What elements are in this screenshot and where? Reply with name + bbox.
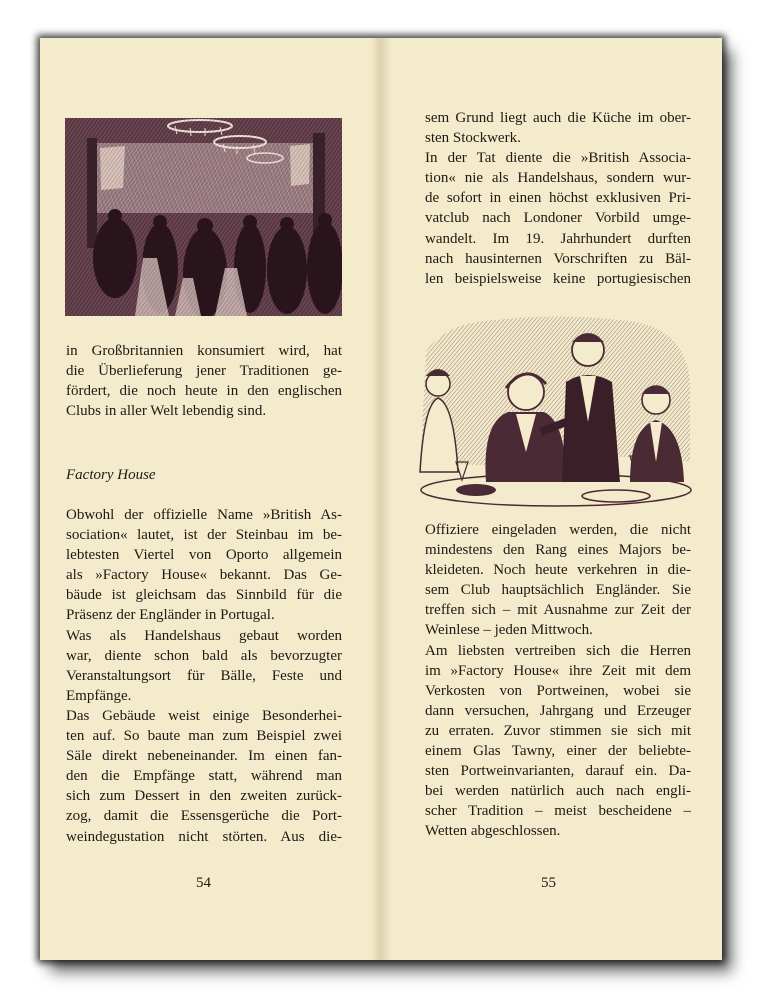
- intro-paragraph: [66, 341, 342, 421]
- text-line: In der Tat diente die »British Associa-: [425, 150, 691, 167]
- text-line: sich zum Dessert in den zweiten zurück-: [66, 788, 342, 805]
- text-line: sem Club hauptsächlich Engländer. Sie: [425, 582, 691, 599]
- text-line: tion« nie als Handelshaus, sondern wur-: [425, 170, 691, 187]
- text-line: Obwohl der offizielle Name »British As-: [66, 507, 342, 523]
- text-line: sociation« lautet, ist der Steinbau im be-: [66, 527, 342, 544]
- text-line: mindestens den Rang eines Majors be-: [425, 542, 691, 559]
- text-line: einem Glas Tawny, einer der beliebte-: [425, 743, 691, 760]
- ballroom-engraving-image: [65, 118, 342, 316]
- text-line: in Großbritannien konsumiert wird, hat: [66, 343, 342, 359]
- left-page: [40, 38, 381, 960]
- text-line: zu erraten. Zuvor stimmen sie sich mit: [425, 722, 691, 739]
- text-line: die Überlieferung jener Traditionen ge-: [66, 363, 342, 380]
- text-line: war, diente schon bald als bevorzugter: [66, 647, 342, 664]
- text-line: weindegustation nicht störten. Aus die-: [66, 828, 342, 845]
- text-line: als »Factory House« bekannt. Das Ge-: [66, 567, 342, 584]
- text-line: Offiziere eingeladen werden, die nicht: [425, 522, 691, 538]
- top-paragraph: [425, 108, 691, 289]
- ballroom-engraving: [65, 118, 342, 316]
- text-line: vatclub nach Londoner Vorbild umge-: [425, 210, 691, 227]
- gentlemen-tasting-engraving: [416, 312, 692, 508]
- book-spread: [40, 38, 722, 960]
- body-paragraph: [66, 505, 342, 847]
- text-line: sem Grund liegt auch die Küche im ober-: [425, 110, 691, 126]
- bottom-paragraph: [425, 520, 691, 842]
- text-line: zog, damit die Essensgerüche die Port-: [66, 808, 342, 825]
- text-line: Am liebsten vertreiben sich die Herren: [425, 642, 691, 659]
- text-line: wandelt. Im 19. Jahrhundert durften: [425, 230, 691, 247]
- text-line: Das Gebäude weist einige Besonderhei-: [66, 707, 342, 724]
- right-page: [381, 38, 722, 960]
- text-line: Präsenz der Engländer in Portugal.: [66, 607, 275, 624]
- text-line: Verkosten von Portweinen, wobei sie: [425, 682, 691, 699]
- section-heading: Factory House: [66, 467, 156, 483]
- text-line: Clubs in aller Welt lebendig sind.: [66, 403, 267, 420]
- text-line: im »Factory House« ihre Zeit mit dem: [425, 662, 691, 679]
- text-line: treffen sich – mit Ausnahme zur Zeit der: [425, 602, 691, 619]
- text-line: nach hausinternen Vorschriften zu Bäl-: [425, 250, 691, 267]
- text-line: bei werden natürlich auch nach engli-: [425, 783, 691, 800]
- text-line: Weinlese – jeden Mittwoch.: [425, 622, 593, 639]
- text-line: dann versuchen, Jahrgang und Erzeuger: [425, 702, 691, 719]
- text-line: bäude ist gleichsam das Sinnbild für die: [66, 587, 342, 604]
- text-line: fördert, die noch heute in den englischen: [66, 383, 342, 400]
- text-line: scher Tradition – meist bescheidene –: [425, 803, 691, 820]
- text-line: den die Empfänge statt, während man: [66, 768, 342, 785]
- text-line: lebtesten Viertel von Oporto allgemein: [66, 547, 342, 564]
- text-line: len beispielsweise keine portugiesischen: [425, 270, 691, 287]
- text-line: Empfänge.: [66, 687, 132, 704]
- page-number-left: 54: [196, 875, 211, 891]
- text-line: de sofort in einen höchst exklusiven Pri-: [425, 190, 691, 207]
- text-line: sten Stockwerk.: [425, 130, 521, 147]
- gentlemen-tasting-engraving-image: [416, 312, 692, 508]
- text-line: Was als Handelshaus gebaut worden: [66, 627, 342, 644]
- text-line: kleideten. Noch heute verkehren in die-: [425, 562, 691, 579]
- text-line: Wetten abgeschlossen.: [425, 823, 561, 840]
- text-line: Säle direkt nebeneinander. Im einen fan-: [66, 748, 342, 765]
- text-line: Veranstaltungsort für Bälle, Feste und: [66, 667, 342, 684]
- text-line: ten auf. So baute man zum Beispiel zwei: [66, 728, 342, 745]
- page-number-right: 55: [541, 875, 556, 891]
- text-line: sten Portweinvarianten, darauf ein. Da-: [425, 763, 691, 780]
